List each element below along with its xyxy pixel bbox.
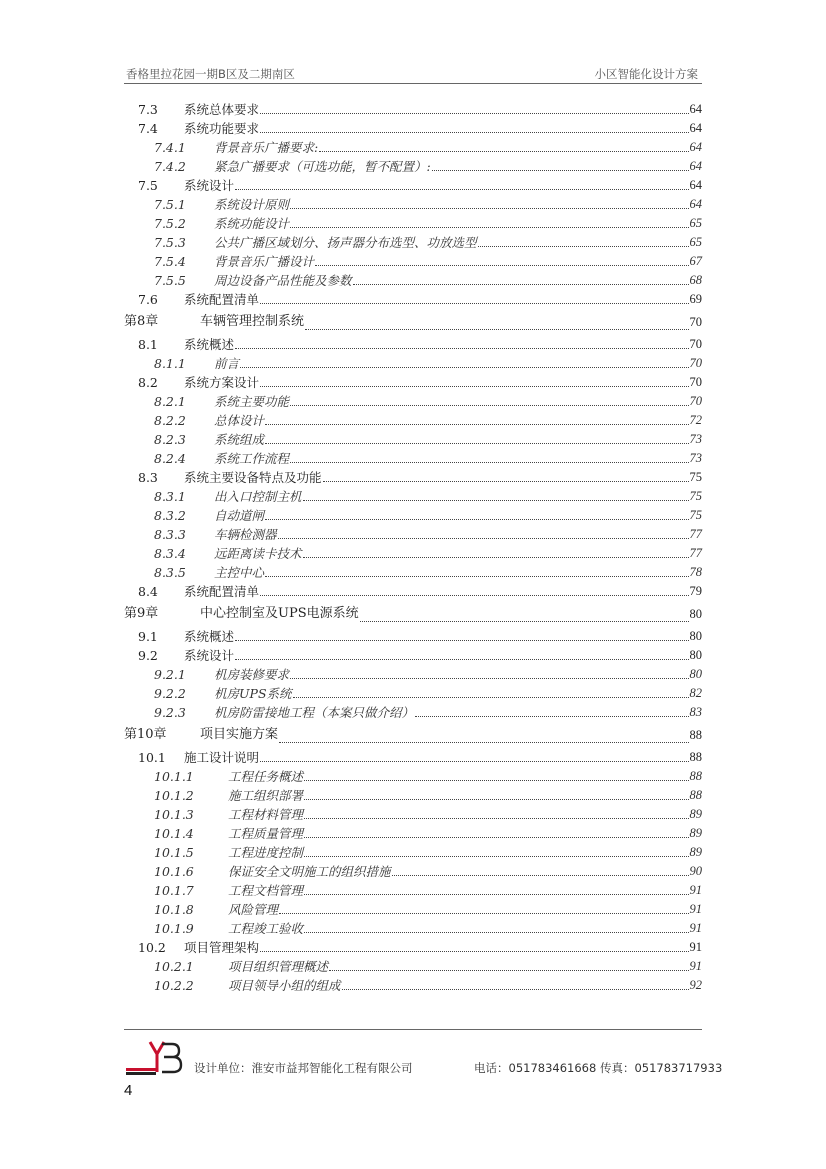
toc-entry-number: 8.2.3: [154, 432, 186, 447]
toc-entry-page: 64: [689, 159, 702, 173]
toc-leader-dots: [303, 500, 689, 501]
toc-entry-page: 65: [689, 216, 702, 230]
toc-entry-page: 75: [689, 470, 702, 484]
toc-entry-number: 10.1.8: [154, 902, 194, 917]
toc-entry-page: 91: [689, 921, 702, 935]
toc-entry-title: 中心控制室及UPS电源系统: [200, 606, 359, 621]
toc-entry-number: 第10章: [124, 727, 167, 742]
company-logo: [124, 1038, 190, 1078]
toc-entry-number: 7.5: [138, 178, 158, 193]
toc-entry-page: 82: [689, 686, 702, 700]
toc-entry-title: 出入口控制主机: [214, 489, 302, 504]
toc-entry-page: 92: [689, 978, 702, 992]
toc-entry-title: 风险管理: [228, 902, 279, 917]
toc-entry-page: 64: [689, 178, 702, 192]
toc-entry-page: 79: [689, 584, 702, 598]
toc-entry[interactable]: [124, 176, 702, 195]
toc-entry-page: 89: [689, 826, 702, 840]
toc-entry-number: 7.5.3: [154, 235, 186, 250]
toc-entry[interactable]: [124, 468, 702, 487]
toc-entry-page: 72: [689, 413, 702, 427]
toc-entry[interactable]: [124, 881, 702, 900]
toc-entry-title: 项目实施方案: [200, 727, 279, 742]
toc-entry-number: 7.6: [138, 292, 158, 307]
toc-entry[interactable]: [124, 646, 702, 665]
toc-leader-dots: [304, 932, 688, 933]
toc-entry[interactable]: [124, 157, 702, 176]
toc-leader-dots: [265, 519, 688, 520]
toc-entry-number: 9.2.1: [154, 667, 186, 682]
toc-entry-title: 项目管理架构: [184, 940, 260, 955]
toc-leader-dots: [279, 742, 688, 743]
toc-entry-number: 7.4.1: [154, 140, 186, 155]
toc-entry-page: 91: [689, 940, 702, 954]
toc-entry[interactable]: [124, 862, 702, 881]
toc-entry-number: 10.1.9: [154, 921, 194, 936]
toc-entry[interactable]: [124, 430, 702, 449]
toc-leader-dots: [290, 227, 688, 228]
toc-entry-page: 67: [689, 254, 702, 268]
toc-leader-dots: [304, 799, 688, 800]
toc-entry[interactable]: [124, 824, 702, 843]
toc-entry-title: 总体设计: [214, 413, 265, 428]
toc-entry-title: 工程进度控制: [228, 845, 304, 860]
toc-leader-dots: [392, 875, 689, 876]
toc-leader-dots: [265, 443, 688, 444]
toc-entry-number: 10.2.2: [154, 978, 194, 993]
toc-entry-page: 91: [689, 959, 702, 973]
toc-entry-page: 70: [689, 394, 702, 408]
toc-entry[interactable]: [124, 563, 702, 582]
toc-entry[interactable]: [124, 919, 702, 938]
toc-leader-dots: [360, 621, 689, 622]
toc-leader-dots: [290, 462, 688, 463]
toc-entry-title: 项目组织管理概述: [228, 959, 329, 974]
toc-leader-dots: [235, 189, 688, 190]
toc-entry[interactable]: [124, 957, 702, 976]
toc-entry-number: 10.1.3: [154, 807, 194, 822]
toc-leader-dots: [304, 837, 688, 838]
toc-entry-number: 10.1.1: [154, 769, 194, 784]
toc-leader-dots: [260, 303, 688, 304]
toc-entry[interactable]: [124, 290, 702, 309]
toc-entry-number: 9.2.2: [154, 686, 186, 701]
toc-leader-dots: [278, 538, 689, 539]
toc-entry[interactable]: [124, 100, 702, 119]
toc-entry[interactable]: [124, 684, 702, 703]
toc-entry[interactable]: [124, 195, 702, 214]
toc-leader-dots: [415, 716, 688, 717]
toc-leader-dots: [304, 818, 688, 819]
toc-entry-number: 10.2: [138, 940, 166, 955]
toc-entry-title: 车辆检测器: [214, 527, 277, 542]
toc-entry-title: 工程质量管理: [228, 826, 304, 841]
toc-entry-number: 8.3.4: [154, 546, 186, 561]
toc-entry[interactable]: [124, 748, 702, 767]
toc-entry-title: 保证安全文明施工的组织措施: [228, 864, 391, 879]
toc-entry-number: 8.1.1: [154, 356, 186, 371]
toc-entry-number: 7.4.2: [154, 159, 186, 174]
toc-entry-page: 65: [689, 235, 702, 249]
toc-entry-title: 系统主要功能: [214, 394, 290, 409]
toc-entry-title: 自动道闸: [214, 508, 265, 523]
toc-entry-title: 工程文档管理: [228, 883, 304, 898]
toc-entry-number: 7.4: [138, 121, 158, 136]
toc-entry[interactable]: [124, 138, 702, 157]
footer-divider: [124, 1029, 702, 1030]
toc-entry-number: 8.4: [138, 584, 158, 599]
toc-entry-page: 78: [689, 565, 702, 579]
toc-leader-dots: [305, 329, 688, 330]
footer-contact: 电话：051783461668 传真：051783717933: [474, 1061, 723, 1075]
toc-entry-page: 88: [689, 728, 702, 742]
header-right-title: 小区智能化设计方案: [594, 67, 698, 81]
toc-entry-title: 系统配置清单: [184, 584, 260, 599]
toc-entry[interactable]: [124, 976, 702, 995]
toc-leader-dots: [293, 697, 689, 698]
toc-entry-number: 10.1.4: [154, 826, 194, 841]
toc-entry-number: 8.3: [138, 470, 158, 485]
toc-entry-number: 10.2.1: [154, 959, 194, 974]
toc-entry-title: 工程竣工验收: [228, 921, 304, 936]
toc-entry-page: 83: [689, 705, 702, 719]
toc-entry-page: 64: [689, 197, 702, 211]
toc-leader-dots: [235, 348, 688, 349]
toc-entry[interactable]: [124, 627, 702, 646]
toc-entry-title: 紧急广播要求（可选功能，暂不配置）:: [214, 159, 431, 174]
toc-leader-dots: [265, 576, 688, 577]
toc-entry[interactable]: [124, 722, 702, 748]
toc-entry[interactable]: [124, 392, 702, 411]
toc-entry-title: 系统工作流程: [214, 451, 290, 466]
toc-entry[interactable]: [124, 271, 702, 290]
toc-entry-page: 77: [689, 527, 702, 541]
toc-entry[interactable]: [124, 233, 702, 252]
toc-leader-dots: [235, 659, 688, 660]
toc-entry-number: 9.1: [138, 629, 158, 644]
toc-leader-dots: [235, 640, 688, 641]
toc-entry-title: 系统组成: [214, 432, 265, 447]
toc-entry-title: 周边设备产品性能及参数: [214, 273, 352, 288]
toc-entry-number: 8.3.1: [154, 489, 186, 504]
toc-entry-number: 7.5.5: [154, 273, 186, 288]
toc-entry[interactable]: [124, 703, 702, 722]
toc-entry[interactable]: [124, 582, 702, 601]
toc-leader-dots: [304, 856, 688, 857]
toc-entry[interactable]: [124, 786, 702, 805]
toc-entry-title: 系统概述: [184, 337, 235, 352]
toc-entry-number: 7.5.1: [154, 197, 186, 212]
toc-entry-title: 背景音乐广播设计: [214, 254, 315, 269]
toc-entry-title: 系统设计: [184, 178, 235, 193]
page-number: 4: [124, 1082, 133, 1099]
toc-entry-page: 64: [689, 140, 702, 154]
toc-entry[interactable]: [124, 335, 702, 354]
toc-leader-dots: [265, 424, 688, 425]
toc-entry[interactable]: [124, 309, 702, 335]
toc-entry-title: 系统功能要求: [184, 121, 260, 136]
toc-entry[interactable]: [124, 506, 702, 525]
toc-entry[interactable]: [124, 252, 702, 271]
toc-leader-dots: [319, 151, 688, 152]
toc-leader-dots: [260, 132, 688, 133]
toc-entry-title: 施工设计说明: [184, 750, 260, 765]
toc-entry-page: 73: [689, 432, 702, 446]
toc-leader-dots: [478, 246, 689, 247]
toc-leader-dots: [304, 894, 688, 895]
toc-entry-number: 10.1: [138, 750, 166, 765]
toc-entry-page: 88: [689, 788, 702, 802]
toc-leader-dots: [353, 284, 689, 285]
toc-entry-number: 10.1.2: [154, 788, 194, 803]
table-of-contents: [124, 100, 702, 995]
toc-leader-dots: [290, 405, 688, 406]
toc-entry[interactable]: [124, 665, 702, 684]
toc-entry-title: 公共广播区域划分、扬声器分布选型、功放选型: [214, 235, 477, 250]
toc-entry-title: 主控中心: [214, 565, 265, 580]
toc-leader-dots: [342, 989, 689, 990]
toc-leader-dots: [260, 761, 688, 762]
toc-entry-title: 系统概述: [184, 629, 235, 644]
toc-leader-dots: [303, 557, 689, 558]
toc-leader-dots: [260, 386, 688, 387]
toc-entry-title: 前言: [214, 356, 240, 371]
toc-entry[interactable]: [124, 938, 702, 957]
toc-entry-page: 75: [689, 508, 702, 522]
toc-entry-number: 7.3: [138, 102, 158, 117]
toc-entry-number: 第9章: [124, 606, 159, 621]
toc-entry[interactable]: [124, 119, 702, 138]
toc-entry[interactable]: [124, 487, 702, 506]
header-left-title: 香格里拉花园一期B区及二期南区: [126, 67, 295, 81]
toc-entry-title: 系统功能设计: [214, 216, 290, 231]
toc-entry[interactable]: [124, 525, 702, 544]
toc-entry-page: 88: [689, 750, 702, 764]
toc-entry-number: 9.2: [138, 648, 158, 663]
toc-entry-page: 75: [689, 489, 702, 503]
toc-entry-title: 远距离读卡技术: [214, 546, 302, 561]
toc-entry[interactable]: [124, 373, 702, 392]
toc-entry-page: 88: [689, 769, 702, 783]
toc-entry-title: 系统设计: [184, 648, 235, 663]
toc-leader-dots: [260, 951, 688, 952]
toc-leader-dots: [329, 970, 688, 971]
toc-entry-page: 91: [689, 883, 702, 897]
toc-entry-title: 系统主要设备特点及功能: [184, 470, 322, 485]
toc-entry-number: 8.1: [138, 337, 158, 352]
toc-entry-number: 10.1.7: [154, 883, 194, 898]
header-divider: [124, 83, 702, 84]
toc-entry[interactable]: [124, 601, 702, 627]
toc-entry[interactable]: [124, 544, 702, 563]
toc-entry-page: 68: [689, 273, 702, 287]
toc-entry-title: 系统设计原则: [214, 197, 290, 212]
toc-entry-page: 73: [689, 451, 702, 465]
toc-leader-dots: [279, 913, 688, 914]
toc-entry-title: 机房装修要求: [214, 667, 290, 682]
toc-entry-number: 8.2.1: [154, 394, 186, 409]
toc-entry-number: 9.2.3: [154, 705, 186, 720]
toc-leader-dots: [432, 170, 689, 171]
toc-entry-page: 89: [689, 807, 702, 821]
toc-entry-number: 8.3.2: [154, 508, 186, 523]
toc-entry-page: 80: [689, 607, 702, 621]
toc-entry-page: 89: [689, 845, 702, 859]
toc-entry-page: 70: [689, 375, 702, 389]
toc-entry[interactable]: [124, 214, 702, 233]
toc-entry-page: 64: [689, 102, 702, 116]
toc-entry-page: 70: [689, 337, 702, 351]
toc-entry-page: 90: [689, 864, 702, 878]
toc-entry-page: 70: [689, 356, 702, 370]
toc-entry-title: 施工组织部署: [228, 788, 304, 803]
footer-company: 设计单位：淮安市益邦智能化工程有限公司: [194, 1061, 413, 1075]
toc-entry-title: 车辆管理控制系统: [200, 314, 305, 329]
toc-entry-title: 系统方案设计: [184, 375, 260, 390]
toc-leader-dots: [304, 780, 688, 781]
toc-entry-page: 69: [689, 292, 702, 306]
toc-entry[interactable]: [124, 805, 702, 824]
toc-entry-page: 91: [689, 902, 702, 916]
toc-leader-dots: [290, 678, 688, 679]
toc-entry[interactable]: [124, 449, 702, 468]
toc-entry-title: 系统总体要求: [184, 102, 260, 117]
toc-leader-dots: [290, 208, 688, 209]
toc-entry[interactable]: [124, 843, 702, 862]
toc-entry-number: 8.2: [138, 375, 158, 390]
toc-entry-page: 80: [689, 648, 702, 662]
toc-leader-dots: [240, 367, 688, 368]
toc-leader-dots: [260, 595, 688, 596]
toc-entry[interactable]: [124, 411, 702, 430]
toc-entry-title: 项目领导小组的组成: [228, 978, 341, 993]
toc-leader-dots: [323, 481, 689, 482]
toc-entry-title: 系统配置清单: [184, 292, 260, 307]
toc-entry-title: 工程材料管理: [228, 807, 304, 822]
toc-entry-number: 8.2.2: [154, 413, 186, 428]
toc-entry-page: 77: [689, 546, 702, 560]
toc-entry-title: 工程任务概述: [228, 769, 304, 784]
toc-entry[interactable]: [124, 354, 702, 373]
toc-entry-title: 背景音乐广播要求:: [214, 140, 319, 155]
toc-entry-page: 80: [689, 667, 702, 681]
toc-entry-page: 64: [689, 121, 702, 135]
toc-entry-number: 第8章: [124, 314, 159, 329]
toc-leader-dots: [260, 113, 688, 114]
toc-leader-dots: [315, 265, 688, 266]
toc-entry-title: 机房UPS系统: [214, 686, 292, 701]
toc-entry-number: 8.2.4: [154, 451, 186, 466]
toc-entry-number: 7.5.4: [154, 254, 186, 269]
toc-entry-page: 80: [689, 629, 702, 643]
toc-entry-number: 8.3.5: [154, 565, 186, 580]
toc-entry-number: 10.1.6: [154, 864, 194, 879]
toc-entry-title: 机房防雷接地工程（本案只做介绍）: [214, 705, 415, 720]
toc-entry[interactable]: [124, 900, 702, 919]
toc-entry[interactable]: [124, 767, 702, 786]
toc-entry-number: 10.1.5: [154, 845, 194, 860]
toc-entry-number: 7.5.2: [154, 216, 186, 231]
toc-entry-number: 8.3.3: [154, 527, 186, 542]
toc-entry-page: 70: [689, 315, 702, 329]
